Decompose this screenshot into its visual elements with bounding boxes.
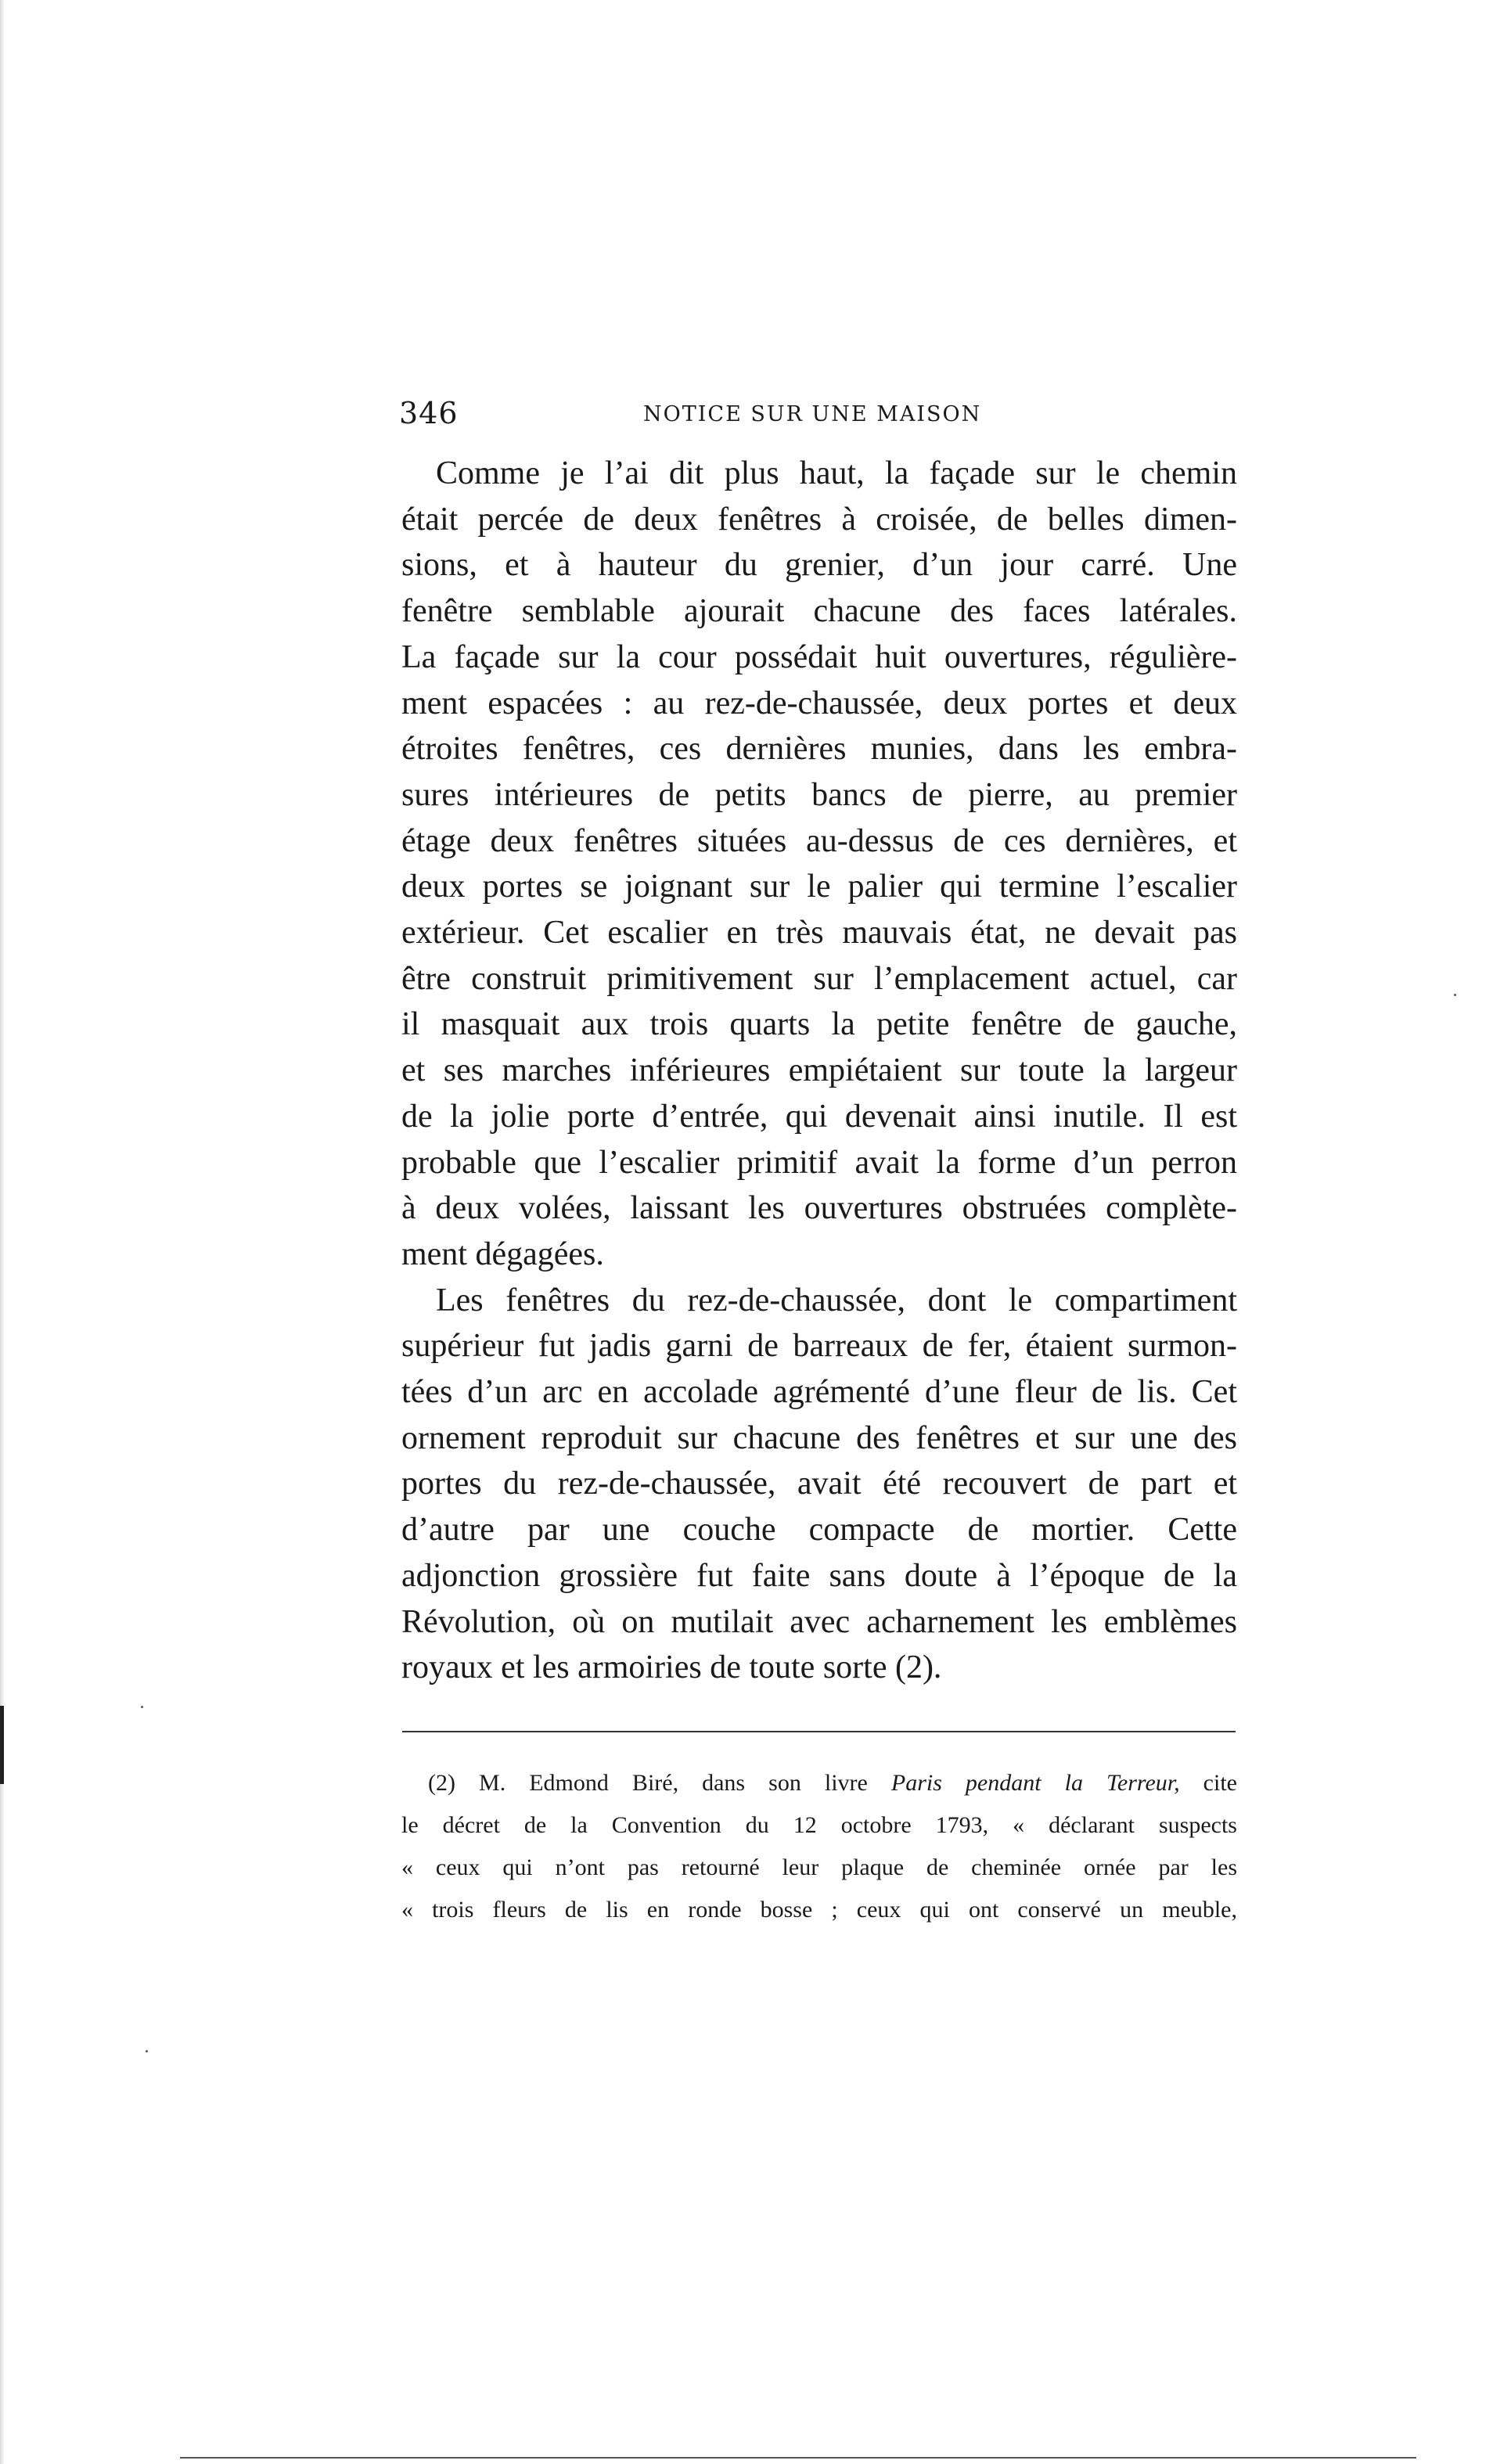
paper-speck bbox=[141, 1706, 143, 1708]
footnote-text: (2) M. Edmond Biré, dans son livre bbox=[428, 1770, 891, 1796]
footnote-line: le décret de la Convention du 12 octobre 1793, « déclarant suspects bbox=[401, 1812, 1237, 1838]
text-line: être construit primitivement sur l’emplacement actuel, car bbox=[401, 960, 1237, 997]
text-line: adjonction grossière fut faite sans doute à l’époque de la bbox=[401, 1557, 1237, 1594]
paper-speck bbox=[146, 2050, 148, 2052]
text-line: fenêtre semblable ajourait chacune des faces latérales. bbox=[401, 593, 1237, 630]
text-line: Les fenêtres du rez-de-chaussée, dont le compartiment bbox=[436, 1282, 1237, 1318]
text-line: était percée de deux fenêtres à croisée, de belles dimen- bbox=[401, 501, 1237, 538]
text-line: d’autre par une couche compacte de mortier. Cette bbox=[401, 1512, 1237, 1549]
text-line: deux portes se joignant sur le palier qui termine l’escalier bbox=[401, 869, 1237, 905]
footnote-line: « trois fleurs de lis en ronde bosse ; ceux qui ont conservé un meuble, bbox=[401, 1897, 1237, 1923]
text-line: à deux volées, laissant les ouvertures obstruées complète- bbox=[401, 1190, 1237, 1227]
header-title: NOTICE SUR UNE MAISON bbox=[643, 402, 982, 426]
text-line: La façade sur la cour possédait huit ouvertures, régulière- bbox=[401, 638, 1237, 675]
text-line: et ses marches inférieures empiétaient sur toute la largeur bbox=[401, 1052, 1237, 1089]
text-line: ment espacées : au rez-de-chaussée, deux portes et deux bbox=[401, 685, 1237, 721]
text-line: Révolution, où on mutilait avec acharnement les emblèmes bbox=[401, 1603, 1237, 1640]
paragraph-1 bbox=[401, 451, 1237, 1278]
text-line: portes du rez-de-chaussée, avait été recouvert de part et bbox=[401, 1466, 1237, 1502]
text-line: supérieur fut jadis garni de barreaux de fer, étaient surmon- bbox=[401, 1328, 1237, 1365]
footnote-line bbox=[401, 1762, 1237, 1804]
text-line: probable que l’escalier primitif avait la forme d’un perron bbox=[401, 1144, 1237, 1181]
body-text bbox=[401, 451, 1237, 1691]
paper-speck bbox=[1454, 994, 1456, 996]
text-line: étroites fenêtres, ces dernières munies, dans les embra- bbox=[401, 731, 1237, 768]
text-line: extérieur. Cet escalier en très mauvais état, ne devait pas bbox=[401, 915, 1237, 951]
text-line: sures intérieures de petits bancs de pierre, au premier bbox=[401, 776, 1237, 813]
text-line: ment dégagées. bbox=[401, 1236, 604, 1272]
binding-mark bbox=[0, 1706, 4, 1784]
text-line: il masquait aux trois quarts la petite fenêtre de gauche, bbox=[401, 1006, 1237, 1043]
book-title: Paris pendant la Terreur, bbox=[890, 1770, 1180, 1796]
text-line: Comme je l’ai dit plus haut, la façade sur le chemin bbox=[436, 455, 1237, 491]
text-line: tées d’un arc en accolade agrémenté d’une fleur de lis. Cet bbox=[401, 1374, 1237, 1411]
running-head bbox=[399, 396, 1236, 443]
footnote-rule bbox=[402, 1731, 1236, 1732]
footnote bbox=[401, 1762, 1237, 1931]
text-line: de la jolie porte d’entrée, qui devenait ainsi inutile. Il est bbox=[401, 1098, 1237, 1135]
paragraph-2 bbox=[401, 1278, 1237, 1691]
footnote-text: cite bbox=[1179, 1770, 1237, 1796]
binding-edge bbox=[0, 0, 5, 2464]
footnote-line: « ceux qui n’ont pas retourné leur plaque de cheminée ornée par les bbox=[401, 1854, 1237, 1880]
text-line: sions, et à hauteur du grenier, d’un jour carré. Une bbox=[401, 547, 1237, 584]
text-line: étage deux fenêtres situées au-dessus de ces dernières, et bbox=[401, 822, 1237, 859]
text-line: royaux et les armoiries de toute sorte (2). bbox=[401, 1649, 942, 1686]
page-number: 346 bbox=[399, 396, 459, 430]
page-bottom-edge bbox=[180, 2457, 1416, 2459]
text-line: ornement reproduit sur chacune des fenêtres et sur une des bbox=[401, 1419, 1237, 1456]
